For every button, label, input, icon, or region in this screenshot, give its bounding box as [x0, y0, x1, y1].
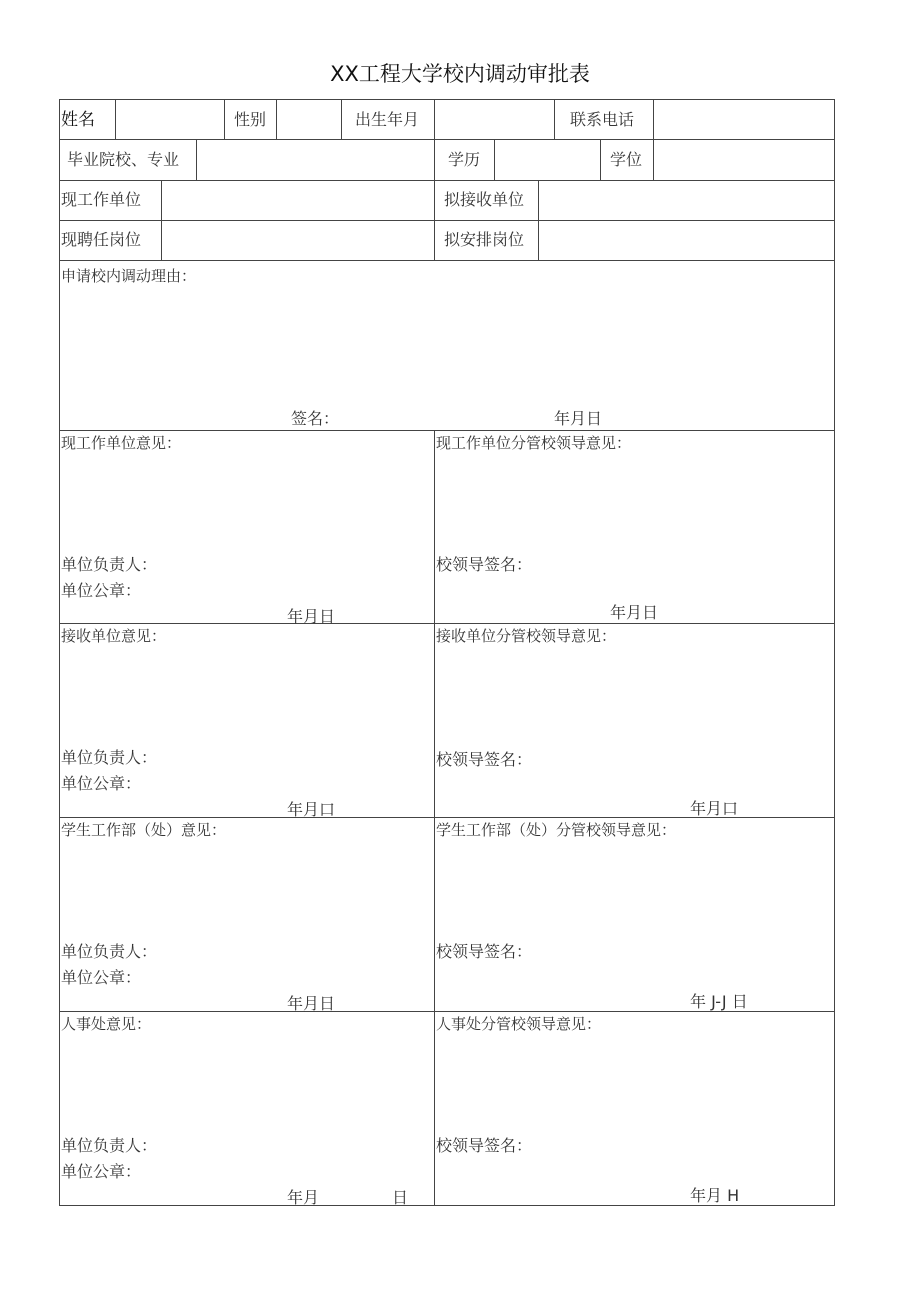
target-post-label: 拟安排岗位 — [444, 230, 525, 249]
section-title: 人事处意见： — [61, 1015, 152, 1033]
section-title: 接收单位分管校领导意见： — [436, 627, 617, 645]
date-label: 年月日 — [610, 603, 659, 622]
unit-seal-label: 单位公章： — [61, 968, 142, 987]
col-divider — [600, 139, 601, 180]
education-input-cell[interactable] — [495, 140, 600, 180]
current-unit-label: 现工作单位 — [61, 190, 142, 209]
unit-head-label: 单位负责人： — [61, 555, 158, 574]
col-divider — [554, 99, 555, 139]
phone-label: 联系电话 — [570, 110, 635, 129]
date-label: 年月 — [287, 1188, 320, 1207]
leader-sign-label: 校领导签名： — [436, 1136, 533, 1155]
col-divider — [434, 139, 435, 180]
section-title: 人事处分管校领导意见： — [436, 1015, 602, 1033]
date-label: 年月 H — [690, 1186, 740, 1205]
target-unit-input-cell[interactable] — [539, 181, 834, 220]
reason-date-label: 年月日 — [554, 409, 603, 428]
target-post-input-cell[interactable] — [539, 221, 834, 260]
unit-seal-label: 单位公章： — [61, 1162, 142, 1181]
leader-sign-label: 校领导签名： — [436, 555, 533, 574]
education-label: 学历 — [448, 150, 481, 169]
gender-label: 性别 — [234, 110, 267, 129]
unit-seal-label: 单位公章： — [61, 774, 142, 793]
student-affairs-leader-opinion-area[interactable] — [435, 818, 834, 1011]
current-unit-leader-opinion-area[interactable] — [435, 431, 834, 623]
reason-sign-label: 签名： — [291, 409, 340, 428]
date-label: 年月日 — [287, 607, 336, 626]
school-major-label: 毕业院校、专业 — [67, 150, 180, 169]
section-title: 学生工作部（处）意见： — [61, 821, 227, 839]
date-label: 年月日 — [287, 994, 336, 1013]
section-title: 现工作单位意见： — [61, 434, 182, 452]
date-label: 年月口 — [287, 800, 336, 819]
leader-sign-label: 校领导签名： — [436, 750, 533, 769]
reason-label: 申请校内调动理由： — [61, 267, 197, 285]
unit-head-label: 单位负责人： — [61, 942, 158, 961]
date-label: 年 J-J 日 — [690, 992, 748, 1011]
school-major-input-cell[interactable] — [197, 140, 434, 180]
target-unit-label: 拟接收单位 — [444, 190, 525, 209]
date-label: 年月口 — [690, 799, 739, 818]
leader-sign-label: 校领导签名： — [436, 942, 533, 961]
section-title: 现工作单位分管校领导意见： — [436, 434, 632, 452]
name-label: 姓名 — [61, 110, 95, 130]
current-unit-input-cell[interactable] — [162, 181, 434, 220]
date-label-day: 日 — [392, 1188, 409, 1207]
degree-label: 学位 — [610, 150, 643, 169]
current-post-input-cell[interactable] — [162, 221, 434, 260]
degree-input-cell[interactable] — [654, 140, 834, 180]
phone-input-cell[interactable] — [654, 100, 834, 139]
receiving-unit-leader-opinion-area[interactable] — [435, 624, 834, 817]
hr-leader-opinion-area[interactable] — [435, 1012, 834, 1205]
reason-input-area[interactable] — [60, 261, 834, 430]
current-post-label: 现聘任岗位 — [61, 230, 142, 249]
unit-seal-label: 单位公章： — [61, 581, 142, 600]
form-title: XX工程大学校内调动审批表 — [330, 62, 590, 86]
birth-date-label: 出生年月 — [355, 110, 420, 129]
section-title: 接收单位意见： — [61, 627, 167, 645]
gender-input-cell[interactable] — [277, 100, 341, 139]
name-input-cell[interactable] — [116, 100, 224, 139]
unit-head-label: 单位负责人： — [61, 1136, 158, 1155]
unit-head-label: 单位负责人： — [61, 748, 158, 767]
col-divider — [434, 180, 435, 260]
col-divider — [341, 99, 342, 139]
col-divider — [224, 99, 225, 139]
birth-date-input-cell[interactable] — [435, 100, 554, 139]
section-title: 学生工作部（处）分管校领导意见： — [436, 821, 677, 839]
